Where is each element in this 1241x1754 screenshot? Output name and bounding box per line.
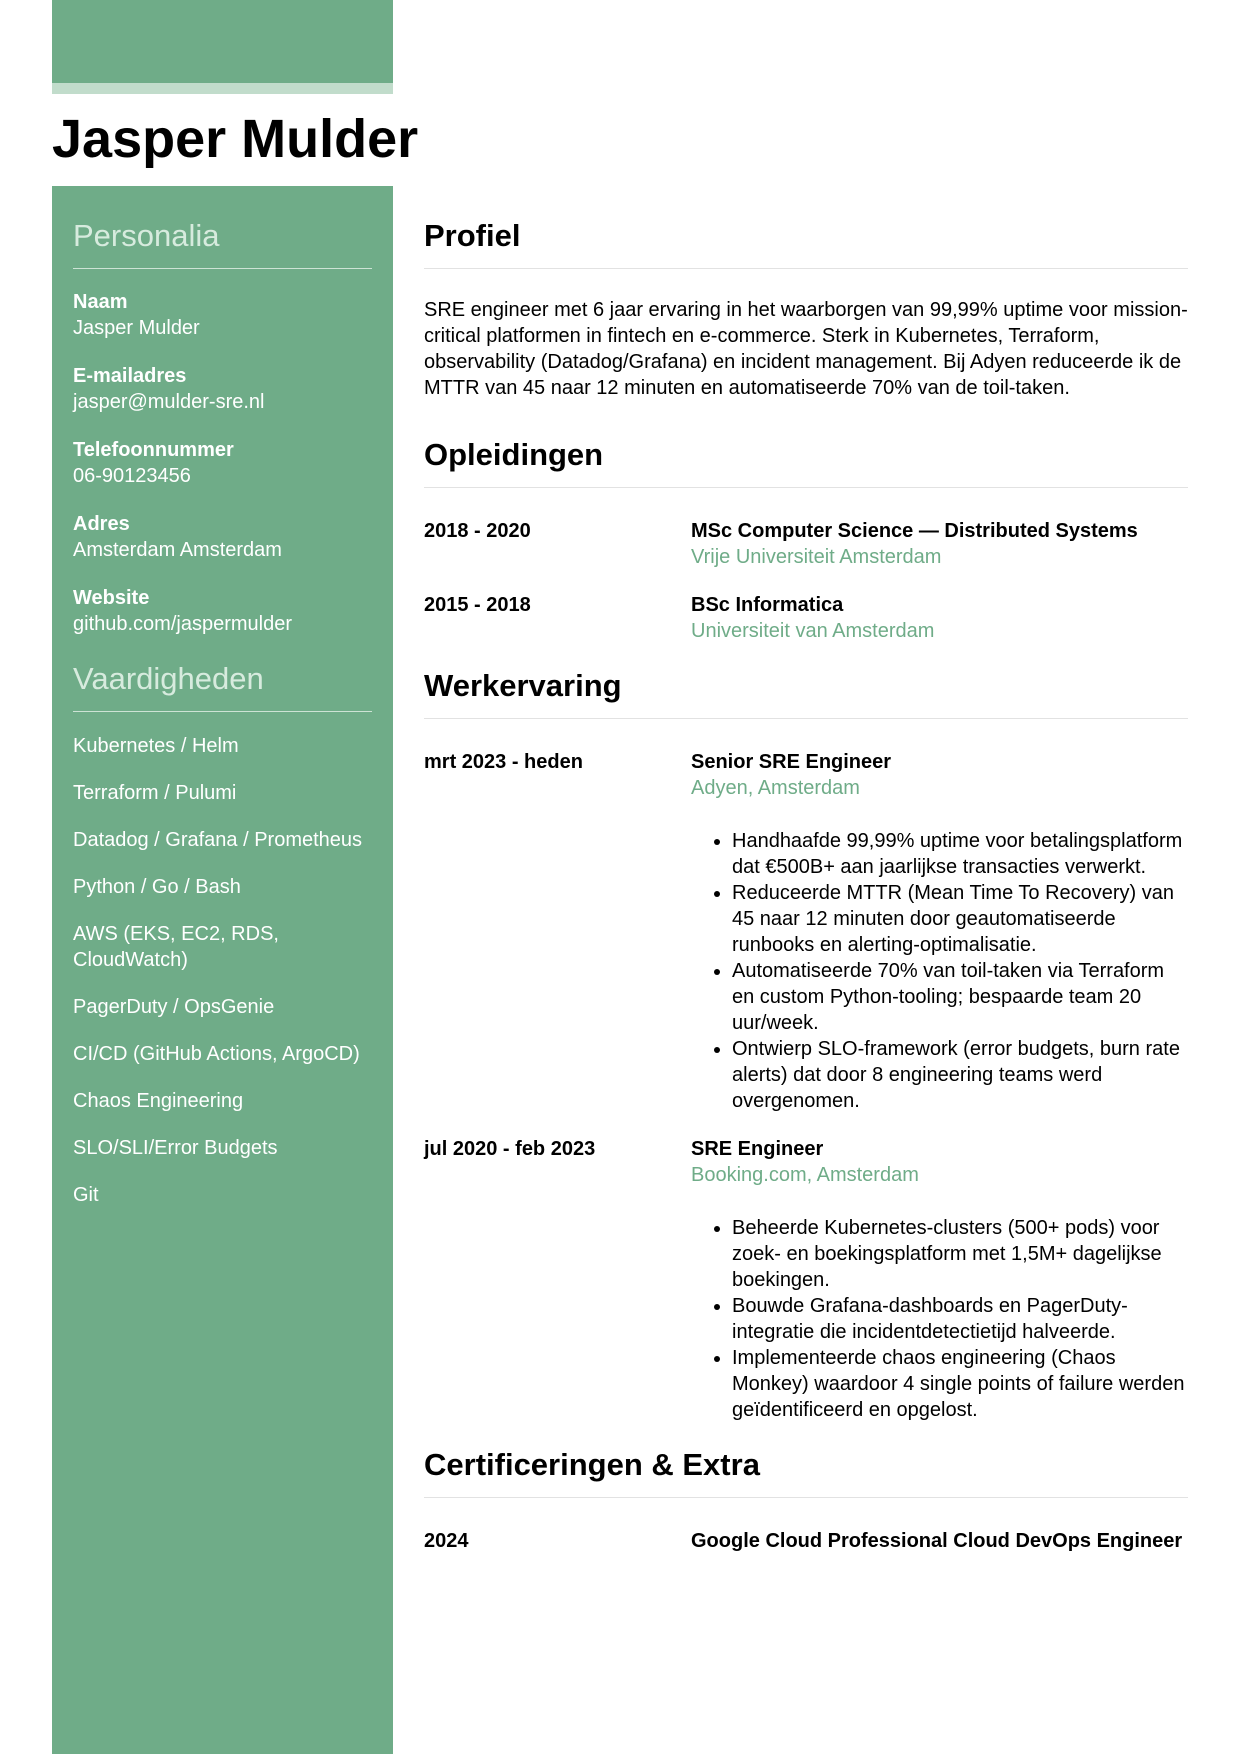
personal-info-value: github.com/jaspermulder xyxy=(73,613,292,635)
sidebar xyxy=(52,186,393,1754)
personal-info-label: Website xyxy=(73,587,150,609)
skill-item: AWS (EKS, EC2, RDS, CloudWatch) xyxy=(73,923,279,971)
skill-item: Datadog / Grafana / Prometheus xyxy=(73,829,363,851)
personal-info-email xyxy=(73,363,372,415)
header-color-block xyxy=(52,0,393,83)
personal-info-list xyxy=(73,289,372,637)
entry-date: 2024 xyxy=(424,1530,469,1552)
certification-entry xyxy=(424,1528,1188,1554)
entry-title: Google Cloud Professional Cloud DevOps Engineer xyxy=(691,1530,1183,1552)
education-section xyxy=(424,435,1188,644)
personal-info-value: jasper@mulder-sre.nl xyxy=(73,391,265,413)
personal-info-value: 06-90123456 xyxy=(73,465,191,487)
achievement-item: • Handhaafde 99,99% uptime voor betalingsplatform dat €500B+ aan jaarlijkse transacties verwerkt. xyxy=(732,828,1188,880)
personal-info-phone xyxy=(73,437,372,489)
education-entry xyxy=(424,592,1188,644)
entry-date: 2015 - 2018 xyxy=(424,594,531,616)
experience-entry xyxy=(424,1136,1188,1423)
experience-list xyxy=(424,749,1188,1423)
entry-date: jul 2020 - feb 2023 xyxy=(424,1138,596,1160)
personal-info-address xyxy=(73,511,372,563)
skills-heading: Vaardigheden xyxy=(73,659,372,712)
skills-list xyxy=(73,733,372,1208)
education-heading: Opleidingen xyxy=(424,435,1188,488)
entry-title: MSc Computer Science — Distributed Systems xyxy=(691,520,1138,542)
achievement-item: • Bouwde Grafana-dashboards en PagerDuty-integratie die incidentdetectietijd halveerde. xyxy=(732,1293,1188,1345)
entry-title: SRE Engineer xyxy=(691,1138,824,1160)
achievement-item: • Ontwierp SLO-framework (error budgets, burn rate alerts) dat door 8 engineering teams werd overgenomen. xyxy=(732,1036,1188,1114)
skill-item: PagerDuty / OpsGenie xyxy=(73,996,275,1018)
entry-detail xyxy=(691,1136,1188,1423)
entry-title: BSc Informatica xyxy=(691,594,844,616)
entry-date: 2018 - 2020 xyxy=(424,520,531,542)
personal-info-website xyxy=(73,585,372,637)
skill-item: Kubernetes / Helm xyxy=(73,735,239,757)
experience-section xyxy=(424,666,1188,1423)
experience-heading: Werkervaring xyxy=(424,666,1188,719)
entry-company: Booking.com, Amsterdam xyxy=(691,1164,919,1186)
personal-info-label: Telefoonnummer xyxy=(73,439,234,461)
skill-item: Terraform / Pulumi xyxy=(73,782,237,804)
skill-item: SLO/SLI/Error Budgets xyxy=(73,1137,278,1159)
entry-detail xyxy=(691,518,1188,570)
entry-detail xyxy=(691,1528,1188,1554)
skill-item: CI/CD (GitHub Actions, ArgoCD) xyxy=(73,1043,360,1065)
entry-date: mrt 2023 - heden xyxy=(424,751,583,773)
entry-institution: Universiteit van Amsterdam xyxy=(691,620,935,642)
education-list xyxy=(424,518,1188,644)
personal-info-label: Adres xyxy=(73,513,130,535)
entry-company: Adyen, Amsterdam xyxy=(691,777,860,799)
header-accent-stripe xyxy=(52,83,393,94)
personal-info-label: Naam xyxy=(73,291,128,313)
achievement-list xyxy=(691,828,1188,1114)
achievement-item: • Implementeerde chaos engineering (Chaos Monkey) waardoor 4 single points of failure werden geïdentificeerd en opgelost. xyxy=(732,1345,1188,1423)
entry-detail xyxy=(691,592,1188,644)
personal-info-name xyxy=(73,289,372,341)
certifications-heading: Certificeringen & Extra xyxy=(424,1445,1188,1498)
certifications-list xyxy=(424,1528,1188,1554)
skill-item: Git xyxy=(73,1184,99,1206)
main-content xyxy=(424,186,1188,1576)
entry-title: Senior SRE Engineer xyxy=(691,751,892,773)
experience-entry xyxy=(424,749,1188,1114)
certifications-section xyxy=(424,1445,1188,1554)
personal-info-value: Jasper Mulder xyxy=(73,317,200,339)
achievement-item: • Reduceerde MTTR (Mean Time To Recovery) van 45 naar 12 minuten door geautomatiseerde runbooks en alerting-optimalisatie. xyxy=(732,880,1188,958)
candidate-name: Jasper Mulder xyxy=(52,109,419,169)
personalia-heading: Personalia xyxy=(73,216,372,269)
profile-text: SRE engineer met 6 jaar ervaring in het waarborgen van 99,99% uptime voor mission-critical platformen in fintech en e-commerce. Sterk in Kubernetes, Terraform, observability (Datadog/Grafana) en incident management. Bij Adyen reduceerde ik de MTTR van 45 naar 12 minuten en automatiseerde 70% van de toil-taken. xyxy=(424,299,1188,399)
profile-heading: Profiel xyxy=(424,216,1188,269)
skill-item: Python / Go / Bash xyxy=(73,876,241,898)
profile-section xyxy=(424,216,1188,401)
entry-institution: Vrije Universiteit Amsterdam xyxy=(691,546,942,568)
achievement-list xyxy=(691,1215,1188,1423)
achievement-item: • Beheerde Kubernetes-clusters (500+ pods) voor zoek- en boekingsplatform met 1,5M+ dagelijkse boekingen. xyxy=(732,1215,1188,1293)
personal-info-value: Amsterdam Amsterdam xyxy=(73,539,282,561)
skill-item: Chaos Engineering xyxy=(73,1090,244,1112)
achievement-item: • Automatiseerde 70% van toil-taken via Terraform en custom Python-tooling; bespaarde team 20 uur/week. xyxy=(732,958,1188,1036)
personal-info-label: E-mailadres xyxy=(73,365,187,387)
entry-detail xyxy=(691,749,1188,1114)
education-entry xyxy=(424,518,1188,570)
